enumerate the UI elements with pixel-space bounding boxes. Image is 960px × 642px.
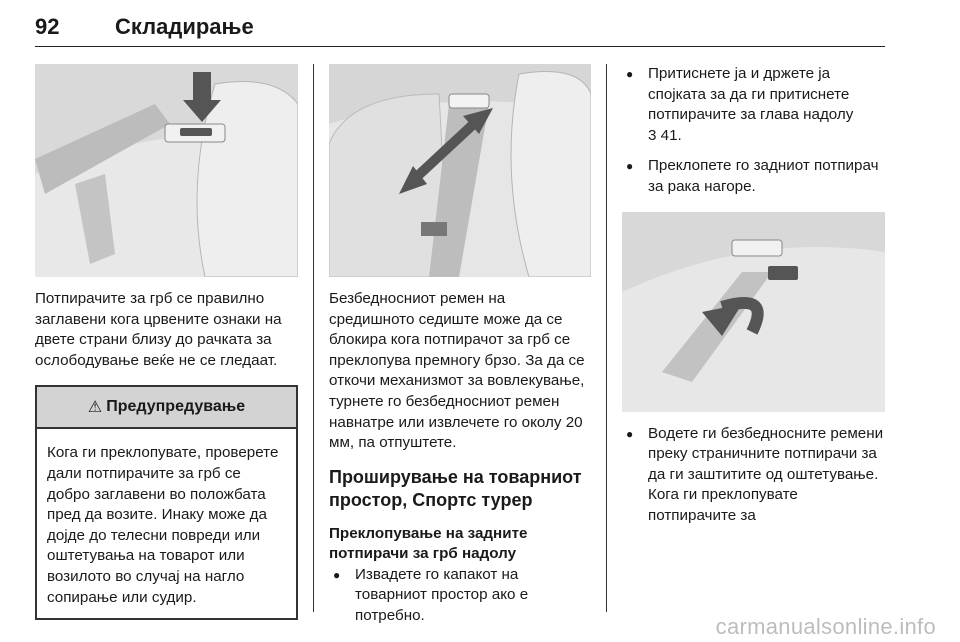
watermark: carmanualsonline.info (715, 614, 936, 639)
center-belt-illustration-icon (329, 64, 591, 277)
section-heading: Проширување на товарниот простор, Спортс турер (329, 466, 582, 510)
warning-body: Кога ги преклопувате, проверете дали потпирачите за грб се добро заглавени во положбата пред да возите. Инаку може да дојде до телесни повреди или оштетувања на товарот или возилото во случај на нагло сопирање или судир. (47, 444, 279, 606)
list-item: ● Притиснете ја и држете ја спојката за да ги притиснете потпирачите за глава надолу 3 41. (622, 64, 885, 146)
list-item: ● Преклопете го задниот потпирач за рака нагоре. (622, 156, 885, 197)
caption-text: Безбедносниот ремен на средишното седиште може да се блокира кога потпирачот за грб се преклопува премногу брзо. За да се откочи механизмот за вовлекување, турнете го безбедносниот ремен навнатре или извлечете го околу 20 мм, па отпуштете. (329, 290, 585, 452)
center-belt-figure (329, 64, 591, 277)
seat-release-figure (35, 64, 298, 277)
column-divider (313, 64, 314, 612)
seat-release-illustration-icon (35, 64, 298, 277)
subsection-heading: Преклопување на задните потпирачи за грб надолу (329, 524, 528, 562)
column-2 (329, 64, 591, 627)
list-item: ● Водете ги безбедносните ремени преку страничните потпирачи за да ги заштитите од оштетување. Кога ги преклопувате потпирачите за (622, 424, 885, 527)
warning-box (35, 385, 298, 620)
bullet-list (622, 424, 885, 527)
warning-header (37, 387, 296, 429)
column-1 (35, 64, 298, 620)
page-reference: 3 41. (648, 126, 682, 144)
list-item: ● Извадете го капакот на товарниот простор ако е потребно. (329, 565, 591, 627)
bullet-list (329, 565, 591, 627)
column-3 (622, 64, 885, 527)
armrest-figure (622, 212, 885, 412)
warning-title: Предупредување (106, 398, 246, 416)
bullet-list (622, 64, 885, 198)
warning-triangle-icon: ⚠ (87, 399, 103, 417)
column-divider (606, 64, 607, 612)
caption-text: Потпирачите за грб се правилно заглавени кога црвените ознаки на двете страни близу до рачката за ослободување веќе не се гледаат. (35, 290, 282, 369)
page-number: 92 (35, 14, 60, 39)
page-title: Складирање (115, 14, 254, 39)
armrest-illustration-icon (622, 212, 885, 412)
page-header (35, 6, 885, 47)
